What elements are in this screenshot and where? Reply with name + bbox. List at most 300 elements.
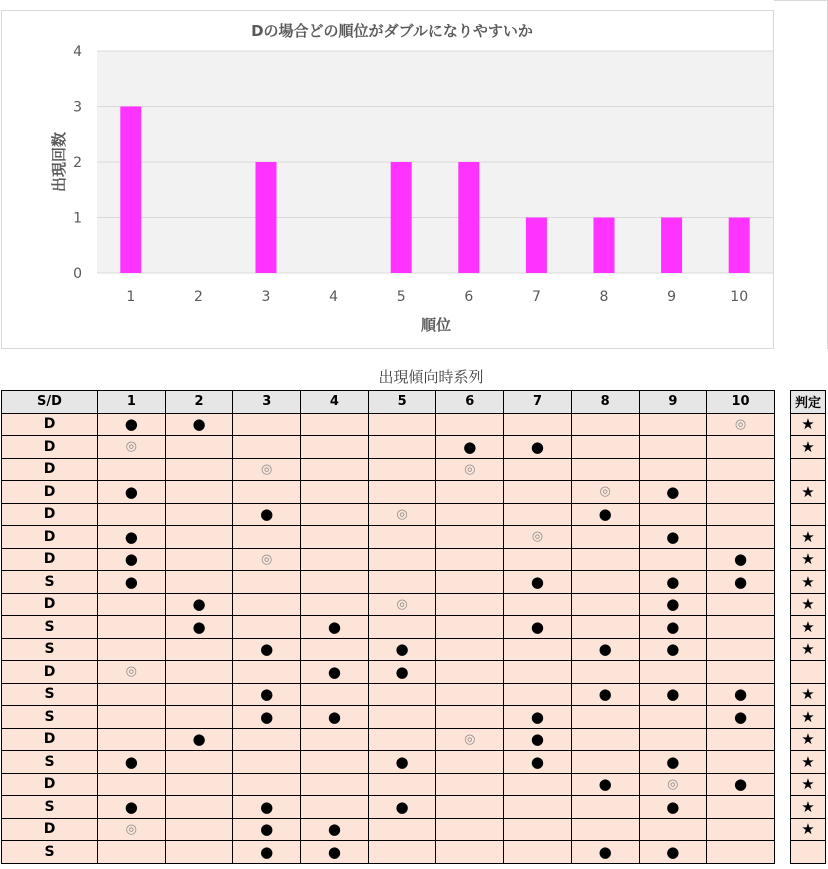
header-sd: S/D	[2, 391, 98, 414]
rank-cell-1: ●	[98, 481, 166, 504]
table-row	[2, 706, 775, 729]
rank-cell-6	[436, 773, 504, 796]
table-row	[2, 413, 775, 436]
y-tick-4: 4	[73, 44, 82, 60]
rank-cell-4	[301, 796, 369, 819]
header-rank-3: 3	[233, 391, 301, 414]
table-row	[2, 728, 775, 751]
sd-cell: S	[2, 683, 98, 706]
rank-cell-2: ●	[165, 616, 233, 639]
table-row	[2, 773, 775, 796]
verdict-cell: ★	[791, 796, 826, 819]
verdict-cell: ★	[791, 638, 826, 661]
rank-cell-10: ●	[707, 548, 775, 571]
rank-cell-6: ●	[436, 436, 504, 459]
bar-8	[594, 218, 615, 274]
rank-cell-3: ◎	[233, 458, 301, 481]
rank-cell-4	[301, 728, 369, 751]
sd-cell: D	[2, 436, 98, 459]
rank-cell-7	[504, 661, 572, 684]
rank-cell-7	[504, 818, 572, 841]
rank-cell-8	[571, 436, 639, 459]
x-axis-label: 順位	[420, 316, 452, 334]
rank-cell-7	[504, 638, 572, 661]
rank-cell-4	[301, 593, 369, 616]
rank-cell-6	[436, 593, 504, 616]
sd-cell: D	[2, 773, 98, 796]
rank-cell-5	[368, 548, 436, 571]
rank-cell-1: ●	[98, 571, 166, 594]
rank-cell-4	[301, 458, 369, 481]
rank-cell-7	[504, 503, 572, 526]
rank-cell-3: ●	[233, 796, 301, 819]
verdict-row	[791, 818, 826, 841]
rank-cell-1	[98, 593, 166, 616]
sd-cell: S	[2, 751, 98, 774]
sd-cell: D	[2, 548, 98, 571]
rank-cell-10: ●	[707, 683, 775, 706]
rank-cell-7	[504, 796, 572, 819]
rank-cell-5	[368, 458, 436, 481]
table-row	[2, 526, 775, 549]
x-tick-3: 3	[261, 289, 271, 305]
table-header-row	[2, 391, 775, 414]
rank-cell-4	[301, 436, 369, 459]
rank-cell-7	[504, 773, 572, 796]
rank-cell-8	[571, 571, 639, 594]
rank-cell-8	[571, 751, 639, 774]
rank-cell-10	[707, 841, 775, 864]
verdict-row	[791, 571, 826, 594]
verdict-row	[791, 436, 826, 459]
x-tick-8: 8	[599, 289, 609, 305]
rank-cell-2	[165, 481, 233, 504]
rank-cell-8: ●	[571, 841, 639, 864]
rank-cell-3: ●	[233, 818, 301, 841]
rank-cell-9: ●	[639, 481, 707, 504]
rank-cell-4	[301, 638, 369, 661]
rank-cell-1: ◎	[98, 818, 166, 841]
rank-cell-3: ●	[233, 841, 301, 864]
rank-cell-1	[98, 458, 166, 481]
y-tick-3: 3	[73, 99, 82, 116]
table-title: 出現傾向時系列	[378, 368, 484, 386]
table-row	[2, 548, 775, 571]
bar-chart	[0, 0, 774, 350]
table-row	[2, 616, 775, 639]
sd-cell: S	[2, 638, 98, 661]
verdict-row	[791, 796, 826, 819]
rank-cell-2	[165, 526, 233, 549]
rank-cell-10: ●	[707, 706, 775, 729]
rank-cell-7	[504, 548, 572, 571]
rank-cell-1	[98, 841, 166, 864]
rank-cell-1: ◎	[98, 661, 166, 684]
table-row	[2, 593, 775, 616]
x-tick-1: 1	[126, 289, 136, 305]
rank-cell-10	[707, 593, 775, 616]
verdict-table	[790, 390, 826, 864]
rank-cell-2: ●	[165, 593, 233, 616]
rank-cell-3	[233, 481, 301, 504]
bar-9	[661, 218, 682, 274]
rank-cell-6	[436, 548, 504, 571]
rank-cell-5	[368, 616, 436, 639]
rank-cell-10: ●	[707, 773, 775, 796]
rank-cell-10	[707, 616, 775, 639]
rank-cell-4	[301, 683, 369, 706]
rank-cell-3	[233, 728, 301, 751]
sd-cell: S	[2, 616, 98, 639]
verdict-cell: ★	[791, 616, 826, 639]
rank-cell-2: ●	[165, 728, 233, 751]
verdict-cell: ★	[791, 706, 826, 729]
rank-cell-10	[707, 818, 775, 841]
rank-cell-2: ●	[165, 413, 233, 436]
x-tick-5: 5	[396, 289, 406, 305]
verdict-cell: ★	[791, 728, 826, 751]
rank-cell-1	[98, 683, 166, 706]
rank-cell-8	[571, 818, 639, 841]
rank-cell-4	[301, 548, 369, 571]
rank-cell-8	[571, 728, 639, 751]
rank-cell-10	[707, 503, 775, 526]
rank-cell-2	[165, 818, 233, 841]
rank-cell-2	[165, 503, 233, 526]
sd-cell: S	[2, 841, 98, 864]
sd-cell: D	[2, 593, 98, 616]
rank-cell-4: ●	[301, 706, 369, 729]
rank-cell-9: ●	[639, 593, 707, 616]
rank-cell-6	[436, 571, 504, 594]
rank-cell-9: ●	[639, 571, 707, 594]
verdict-cell	[791, 841, 826, 864]
rank-cell-4	[301, 571, 369, 594]
rank-cell-8: ●	[571, 503, 639, 526]
rank-cell-2	[165, 683, 233, 706]
rank-cell-3	[233, 773, 301, 796]
rank-cell-6	[436, 796, 504, 819]
rank-cell-6: ◎	[436, 728, 504, 751]
rank-cell-3: ●	[233, 683, 301, 706]
rank-cell-7	[504, 413, 572, 436]
rank-cell-10: ◎	[707, 413, 775, 436]
verdict-cell	[791, 458, 826, 481]
sd-cell: D	[2, 728, 98, 751]
table-row	[2, 571, 775, 594]
header-rank-9: 9	[639, 391, 707, 414]
verdict-cell: ★	[791, 773, 826, 796]
rank-cell-7: ●	[504, 751, 572, 774]
rank-cell-7: ◎	[504, 526, 572, 549]
rank-cell-2	[165, 661, 233, 684]
rank-cell-7	[504, 683, 572, 706]
header-rank-5: 5	[368, 391, 436, 414]
table-row	[2, 661, 775, 684]
verdict-row	[791, 638, 826, 661]
rank-cell-6	[436, 503, 504, 526]
bar-7	[526, 218, 547, 274]
rank-cell-9	[639, 728, 707, 751]
verdict-cell: ★	[791, 436, 826, 459]
rank-cell-5	[368, 818, 436, 841]
rank-cell-8	[571, 413, 639, 436]
sd-cell: D	[2, 818, 98, 841]
rank-cell-3: ●	[233, 638, 301, 661]
rank-cell-3	[233, 436, 301, 459]
rank-cell-8	[571, 796, 639, 819]
table-row	[2, 638, 775, 661]
verdict-header: 判定	[791, 391, 826, 414]
rank-cell-4	[301, 413, 369, 436]
rank-cell-6	[436, 616, 504, 639]
x-tick-9: 9	[667, 289, 677, 305]
header-rank-8: 8	[571, 391, 639, 414]
verdict-row	[791, 706, 826, 729]
sd-cell: D	[2, 481, 98, 504]
header-rank-6: 6	[436, 391, 504, 414]
rank-cell-8: ●	[571, 773, 639, 796]
rank-cell-9: ◎	[639, 773, 707, 796]
verdict-cell: ★	[791, 683, 826, 706]
rank-cell-3: ●	[233, 503, 301, 526]
rank-cell-7: ●	[504, 571, 572, 594]
x-tick-4: 4	[329, 289, 339, 305]
verdict-cell: ★	[791, 571, 826, 594]
rank-cell-1	[98, 638, 166, 661]
rank-cell-6	[436, 526, 504, 549]
rank-cell-1	[98, 728, 166, 751]
rank-cell-2	[165, 841, 233, 864]
verdict-cell: ★	[791, 818, 826, 841]
rank-cell-1: ●	[98, 751, 166, 774]
rank-cell-8	[571, 661, 639, 684]
bar-1	[120, 107, 141, 274]
rank-cell-10: ●	[707, 571, 775, 594]
rank-cell-3	[233, 661, 301, 684]
bar-6	[458, 162, 479, 273]
table-row	[2, 683, 775, 706]
y-axis-label: 出現回数	[50, 131, 68, 193]
verdict-row	[791, 773, 826, 796]
verdict-row	[791, 503, 826, 526]
verdict-row	[791, 841, 826, 864]
rank-cell-5	[368, 706, 436, 729]
verdict-cell: ★	[791, 413, 826, 436]
rank-cell-4: ●	[301, 661, 369, 684]
bar-5	[391, 162, 412, 273]
rank-cell-5: ◎	[368, 503, 436, 526]
rank-cell-9	[639, 436, 707, 459]
rank-cell-10	[707, 458, 775, 481]
table-row	[2, 481, 775, 504]
sd-cell: D	[2, 661, 98, 684]
sd-cell: S	[2, 571, 98, 594]
rank-cell-8: ◎	[571, 481, 639, 504]
rank-cell-6	[436, 638, 504, 661]
sd-cell: D	[2, 458, 98, 481]
rank-cell-3	[233, 593, 301, 616]
rank-cell-8: ●	[571, 683, 639, 706]
verdict-cell: ★	[791, 526, 826, 549]
table-row	[2, 458, 775, 481]
rank-cell-8	[571, 593, 639, 616]
rank-cell-5	[368, 683, 436, 706]
rank-cell-6	[436, 751, 504, 774]
rank-cell-8	[571, 526, 639, 549]
rank-cell-1: ◎	[98, 436, 166, 459]
verdict-row	[791, 526, 826, 549]
rank-cell-7	[504, 458, 572, 481]
rank-cell-2	[165, 706, 233, 729]
rank-cell-5: ◎	[368, 593, 436, 616]
rank-cell-5	[368, 481, 436, 504]
rank-cell-2	[165, 796, 233, 819]
rank-cell-3	[233, 413, 301, 436]
rank-cell-2	[165, 571, 233, 594]
rank-cell-9	[639, 503, 707, 526]
x-tick-2: 2	[193, 289, 203, 305]
rank-cell-10	[707, 728, 775, 751]
rank-cell-6	[436, 683, 504, 706]
rank-cell-2	[165, 458, 233, 481]
rank-cell-8	[571, 458, 639, 481]
header-rank-7: 7	[504, 391, 572, 414]
verdict-cell: ★	[791, 593, 826, 616]
rank-cell-5	[368, 436, 436, 459]
rank-cell-1: ●	[98, 526, 166, 549]
rank-cell-5: ●	[368, 638, 436, 661]
bar-10	[729, 218, 750, 274]
verdict-row	[791, 683, 826, 706]
rank-cell-1: ●	[98, 796, 166, 819]
rank-cell-9: ●	[639, 638, 707, 661]
rank-cell-7	[504, 593, 572, 616]
rank-cell-2	[165, 436, 233, 459]
rank-cell-7: ●	[504, 706, 572, 729]
rank-cell-9	[639, 458, 707, 481]
verdict-cell	[791, 503, 826, 526]
table-row	[2, 436, 775, 459]
rank-cell-10	[707, 796, 775, 819]
table-row	[2, 841, 775, 864]
rank-cell-10	[707, 526, 775, 549]
rank-cell-4: ●	[301, 616, 369, 639]
x-tick-10: 10	[730, 289, 749, 305]
sd-cell: D	[2, 503, 98, 526]
rank-cell-9	[639, 661, 707, 684]
header-rank-1: 1	[98, 391, 166, 414]
rank-cell-5	[368, 841, 436, 864]
verdict-row	[791, 481, 826, 504]
sd-cell: S	[2, 706, 98, 729]
rank-cell-9: ●	[639, 526, 707, 549]
verdict-row	[791, 413, 826, 436]
rank-cell-4	[301, 481, 369, 504]
rank-cell-5: ●	[368, 661, 436, 684]
rank-cell-5	[368, 773, 436, 796]
rank-cell-1	[98, 773, 166, 796]
rank-cell-5	[368, 526, 436, 549]
table-row	[2, 503, 775, 526]
rank-cell-6	[436, 413, 504, 436]
verdict-cell	[791, 661, 826, 684]
trend-table	[1, 390, 775, 864]
chart-title: Dの場合どの順位がダブルになりやすいか	[251, 22, 533, 40]
rank-cell-4: ●	[301, 841, 369, 864]
rank-cell-5: ●	[368, 796, 436, 819]
table-row	[2, 751, 775, 774]
rank-cell-2	[165, 773, 233, 796]
rank-cell-3: ◎	[233, 548, 301, 571]
bar-3	[256, 162, 277, 273]
rank-cell-6	[436, 841, 504, 864]
rank-cell-5	[368, 571, 436, 594]
sd-cell: S	[2, 796, 98, 819]
rank-cell-3	[233, 526, 301, 549]
rank-cell-7: ●	[504, 436, 572, 459]
header-rank-2: 2	[165, 391, 233, 414]
verdict-cell: ★	[791, 548, 826, 571]
rank-cell-1: ●	[98, 413, 166, 436]
rank-cell-9: ●	[639, 841, 707, 864]
sd-cell: D	[2, 526, 98, 549]
verdict-row	[791, 751, 826, 774]
rank-cell-7: ●	[504, 728, 572, 751]
rank-cell-8	[571, 616, 639, 639]
y-tick-2: 2	[73, 155, 82, 171]
rank-cell-1: ●	[98, 548, 166, 571]
verdict-cell: ★	[791, 751, 826, 774]
rank-cell-6	[436, 818, 504, 841]
sd-cell: D	[2, 413, 98, 436]
rank-cell-7: ●	[504, 616, 572, 639]
rank-cell-6	[436, 706, 504, 729]
rank-cell-10	[707, 661, 775, 684]
rank-cell-6: ◎	[436, 458, 504, 481]
page-border-top	[774, 0, 828, 1]
rank-cell-9: ●	[639, 683, 707, 706]
y-tick-1: 1	[73, 210, 82, 227]
rank-cell-4	[301, 751, 369, 774]
rank-cell-4	[301, 773, 369, 796]
table-row	[2, 796, 775, 819]
rank-cell-4: ●	[301, 818, 369, 841]
rank-cell-2	[165, 751, 233, 774]
verdict-row	[791, 458, 826, 481]
rank-cell-5: ●	[368, 751, 436, 774]
verdict-row	[791, 728, 826, 751]
rank-cell-8: ●	[571, 638, 639, 661]
rank-cell-3	[233, 751, 301, 774]
x-tick-7: 7	[531, 289, 541, 305]
header-rank-4: 4	[301, 391, 369, 414]
verdict-row	[791, 661, 826, 684]
rank-cell-5	[368, 728, 436, 751]
rank-cell-4	[301, 526, 369, 549]
x-tick-labels	[126, 289, 748, 305]
rank-cell-9: ●	[639, 616, 707, 639]
y-tick-labels	[73, 44, 82, 282]
rank-cell-9	[639, 413, 707, 436]
rank-cell-9	[639, 706, 707, 729]
rank-cell-9	[639, 818, 707, 841]
x-tick-6: 6	[464, 289, 474, 305]
rank-cell-3: ●	[233, 706, 301, 729]
rank-cell-7	[504, 481, 572, 504]
rank-cell-10	[707, 638, 775, 661]
rank-cell-5	[368, 413, 436, 436]
